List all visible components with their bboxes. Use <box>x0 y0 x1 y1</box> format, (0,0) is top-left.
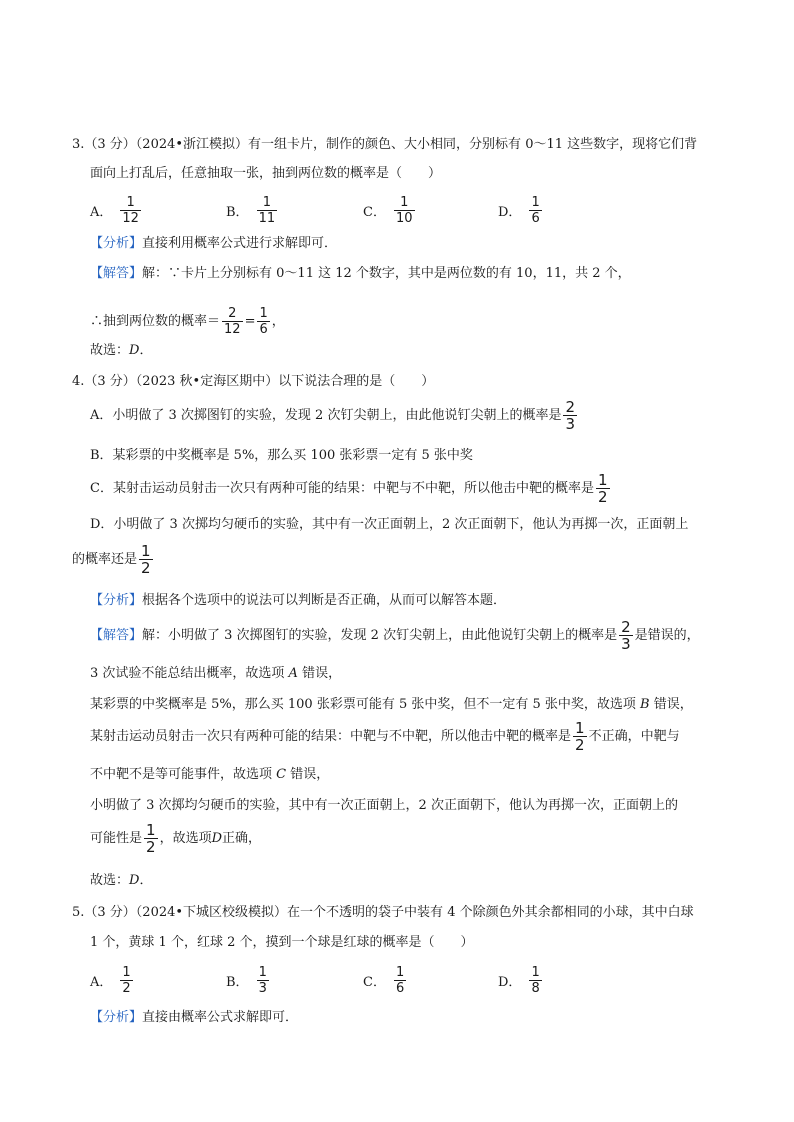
fraction: $\frac{2}{3}$ <box>565 398 576 433</box>
fraction: $\frac{1}{2}$ <box>146 821 156 856</box>
q4-option-a: A．小明做了 3 次掷图钉的实验，发现 2 次钉尖朝上，由此他说钉尖朝上的概率是 $\frac{2}{3}$ <box>90 398 576 433</box>
q5-analysis: 【分析】直接由概率公式求解即可． <box>90 1010 299 1025</box>
fraction: $\frac{1}{2}$ <box>122 964 131 996</box>
fraction: $\frac{1}{3}$ <box>258 964 267 996</box>
q4-stem: 4.（3 分）（2023 秋•定海区期中）以下说法合理的是（ ） <box>72 374 435 389</box>
q3-analysis: 【分析】直接利用概率公式进行求解即可． <box>90 236 338 251</box>
q5-option-b: B． $\frac{1}{3}$ <box>226 964 267 996</box>
fraction: $\frac{1}{12}$ <box>122 194 139 226</box>
q3-answer-line2: ∴抽到两位数的概率＝ $\frac{2}{12}$ = $\frac{1}{6}$ ， <box>90 306 285 337</box>
q4-option-d-line2: 的概率还是 $\frac{1}{2}$ <box>72 542 151 577</box>
fraction: $\frac{1}{6}$ <box>395 964 405 996</box>
q3-option-b: B． $\frac{1}{11}$ <box>226 194 276 226</box>
fraction: $\frac{1}{8}$ <box>531 964 540 996</box>
q4-choice: 故选：D． <box>90 873 153 888</box>
q4-answer-line2: 3 次试验不能总结出概率，故选项 A 错误， <box>90 666 342 681</box>
q3-option-a: A． $\frac{1}{12}$ <box>90 194 139 226</box>
fraction: $\frac{1}{2}$ <box>575 719 585 754</box>
fraction: $\frac{1}{6}$ <box>259 306 268 337</box>
q3-stem-line1: 3.（3 分）（2024•浙江模拟）有一组卡片，制作的颜色、大小相同，分别标有 0～11 这些数字，现将它们背 <box>72 137 698 152</box>
q5-option-c: C． $\frac{1}{6}$ <box>363 964 405 996</box>
q3-option-d: D． $\frac{1}{6}$ <box>498 194 540 226</box>
q4-answer-line1: 【解答】 解：小明做了 3 次掷图钉的实验，发现 2 次钉尖朝上，由此他说钉尖朝上的概率是 $\frac{2}{3}$ 是错误的， <box>90 618 700 653</box>
q4-option-b: B．某彩票的中奖概率是 5%，那么买 100 张彩票一定有 5 张中奖 <box>90 448 473 463</box>
q4-option-c: C．某射击运动员射击一次只有两种可能的结果：中靶与不中靶，所以他击中靶的概率是 $\frac{1}{2}$ <box>90 471 608 506</box>
fraction: $\frac{1}{2}$ <box>141 542 151 577</box>
q4-answer-line3: 某彩票的中奖概率是 5%，那么买 100 张彩票可能有 5 张中奖，但不一定有 5 张中奖，故选项 B 错误， <box>90 697 693 712</box>
q4-answer-line7: 可能性是 $\frac{1}{2}$ ，故选项 D 正确， <box>90 821 262 856</box>
q4-option-d-line1: D．小明做了 3 次掷均匀硬币的实验，其中有一次正面朝上，2 次正面朝下，他认为再掷一次，正面朝上 <box>90 517 689 532</box>
q5-option-d: D． $\frac{1}{8}$ <box>498 964 540 996</box>
q3-option-c: C． $\frac{1}{10}$ <box>363 194 413 226</box>
q4-answer-line5: 不中靶不是等可能事件，故选项 C 错误， <box>90 767 330 782</box>
q5-stem-line2: 1 个，黄球 1 个，红球 2 个，摸到一个球是红球的概率是（ ） <box>90 935 474 950</box>
q3-stem-line2: 面向上打乱后，任意抽取一张，抽到两位数的概率是（ ） <box>90 166 442 181</box>
q4-answer-line4: 某射击运动员射击一次只有两种可能的结果：中靶与不中靶，所以他击中靶的概率是 $\frac{1}{2}$ 不正确，中靶与 <box>90 719 680 754</box>
q4-answer-line6: 小明做了 3 次掷均匀硬币的实验，其中有一次正面朝上，2 次正面朝下，他认为再掷一次，正面朝上的 <box>90 798 678 813</box>
fraction: $\frac{2}{12}$ <box>224 306 241 337</box>
q4-analysis: 【分析】根据各个选项中的说法可以判断是否正确，从而可以解答本题． <box>90 593 507 608</box>
fraction: $\frac{1}{2}$ <box>597 471 608 506</box>
q5-stem-line1: 5.（3 分）（2024•下城区校级模拟）在一个不透明的袋子中装有 4 个除颜色外其余都相同的小球，其中白球 <box>72 905 694 920</box>
q3-choice: 故选：D． <box>90 343 153 358</box>
fraction: $\frac{1}{6}$ <box>531 194 540 226</box>
fraction: $\frac{2}{3}$ <box>621 618 631 653</box>
q3-answer-line1: 【解答】解：∵卡片上分别标有 0～11 这 12 个数字，其中是两位数的有 10，11，共 2 个， <box>90 266 631 281</box>
fraction: $\frac{1}{10}$ <box>395 194 413 226</box>
fraction: $\frac{1}{11}$ <box>258 194 276 226</box>
q5-option-a: A． $\frac{1}{2}$ <box>90 964 131 996</box>
